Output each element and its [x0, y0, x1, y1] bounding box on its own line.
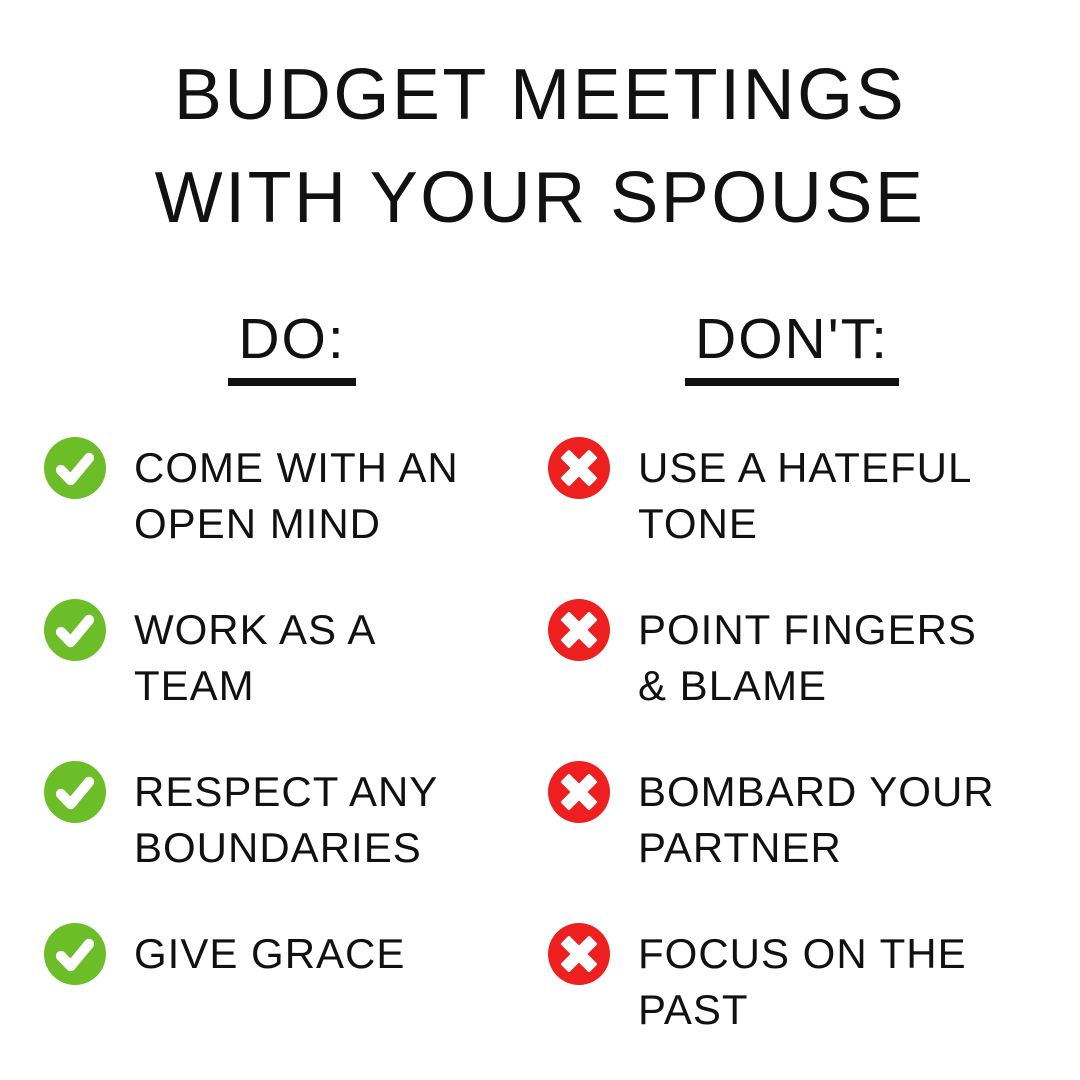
list-item-do-3	[44, 764, 540, 876]
list-item-text: USE A HATEFUL TONE	[638, 444, 973, 547]
do-header-label: DO:	[228, 306, 355, 386]
page-title-line-1: BUDGET MEETINGS	[173, 55, 907, 135]
list-item-dont-3	[540, 764, 1036, 876]
check-circle-icon	[44, 761, 106, 823]
check-circle-icon	[44, 923, 106, 985]
check-circle-icon	[44, 437, 106, 499]
dont-column-header	[540, 306, 1036, 386]
do-column-header	[44, 306, 540, 386]
list-item-do-1	[44, 440, 540, 552]
page-title-line-2: WITH YOUR SPOUSE	[154, 158, 926, 238]
x-circle-icon	[548, 599, 610, 661]
list-item-dont-1	[540, 440, 1036, 552]
x-circle-icon	[548, 761, 610, 823]
x-circle-icon	[548, 923, 610, 985]
list-item-text: FOCUS ON THE PAST	[638, 930, 967, 1033]
page-title	[0, 44, 1080, 250]
list-item-text: WORK AS A TEAM	[134, 606, 377, 709]
list-item-dont-2	[540, 602, 1036, 714]
list-item-text: RESPECT ANY BOUNDARIES	[134, 768, 439, 871]
list-item-text: POINT FINGERS & BLAME	[638, 606, 977, 709]
list-item-text: BOMBARD YOUR PARTNER	[638, 768, 995, 871]
list-item-do-4	[44, 926, 540, 1038]
columns-grid	[0, 306, 1080, 1038]
x-circle-icon	[548, 437, 610, 499]
list-item-text: GIVE GRACE	[134, 930, 406, 977]
check-circle-icon	[44, 599, 106, 661]
list-item-text: COME WITH AN OPEN MIND	[134, 444, 459, 547]
list-item-do-2	[44, 602, 540, 714]
dont-header-label: DON'T:	[685, 306, 899, 386]
do-dont-infographic	[0, 44, 1080, 1080]
list-item-dont-4	[540, 926, 1036, 1038]
